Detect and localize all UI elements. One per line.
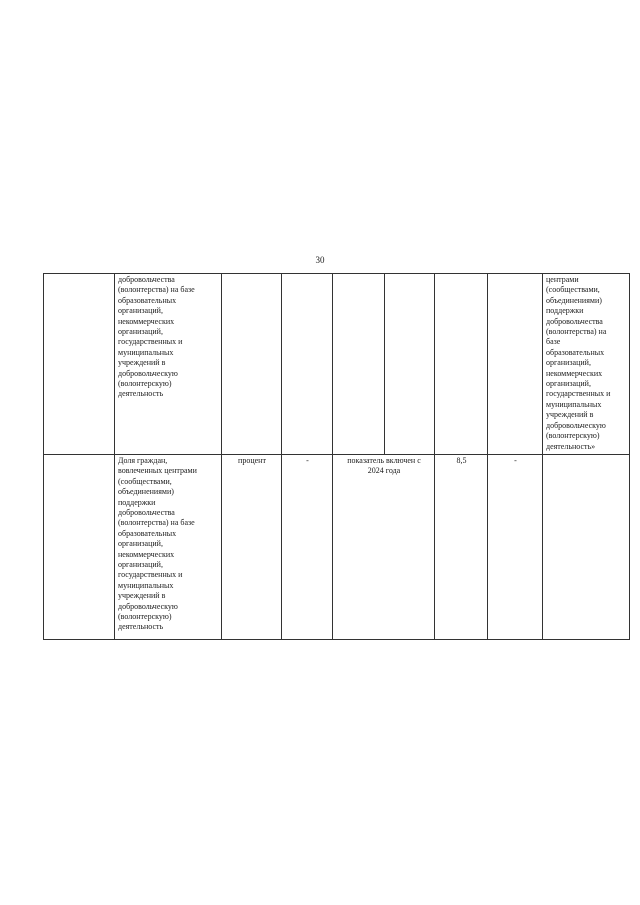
cell-base-value: - <box>282 454 333 639</box>
cell-indicator-note: показатель включен с 2024 года <box>333 454 435 639</box>
cell-description <box>543 454 630 639</box>
page-number: 30 <box>315 255 325 265</box>
table-row <box>44 274 630 455</box>
cell-row1-col8 <box>488 274 543 455</box>
cell-row2-col1 <box>44 454 115 639</box>
cell-unit: процент <box>222 454 282 639</box>
indicators-table <box>43 273 630 640</box>
cell-description-continued: центрами (сообществами, объединениями) поддержки добровольчества (волонтерства) на базе образовательных организаций, некоммерческих организаций, государственных и муниципальных учреждений в добровольческую (волонтерскую) деятельность» <box>543 274 630 455</box>
cell-row1-col5 <box>333 274 385 455</box>
cell-row1-col6 <box>385 274 435 455</box>
cell-indicator-name: Доля граждан, вовлеченных центрами (сообществами, объединениями) поддержки добровольчества (волонтерства) на базе образовательных организаций, некоммерческих организаций, государственных и муниципальных учреждений в добровольческую (волонтерскую) деятельность <box>115 454 222 639</box>
table-row <box>44 454 630 639</box>
cell-indicator-name-continued: добровольчества (волонтерства) на базе образовательных организаций, некоммерческих организаций, государственных и муниципальных учреждений в добровольческую (волонтерскую) деятельность <box>115 274 222 455</box>
cell-row1-col7 <box>435 274 488 455</box>
cell-target-value: 8,5 <box>435 454 488 639</box>
cell-row1-col1 <box>44 274 115 455</box>
cell-next-value: - <box>488 454 543 639</box>
cell-row1-col3 <box>222 274 282 455</box>
cell-row1-col4 <box>282 274 333 455</box>
